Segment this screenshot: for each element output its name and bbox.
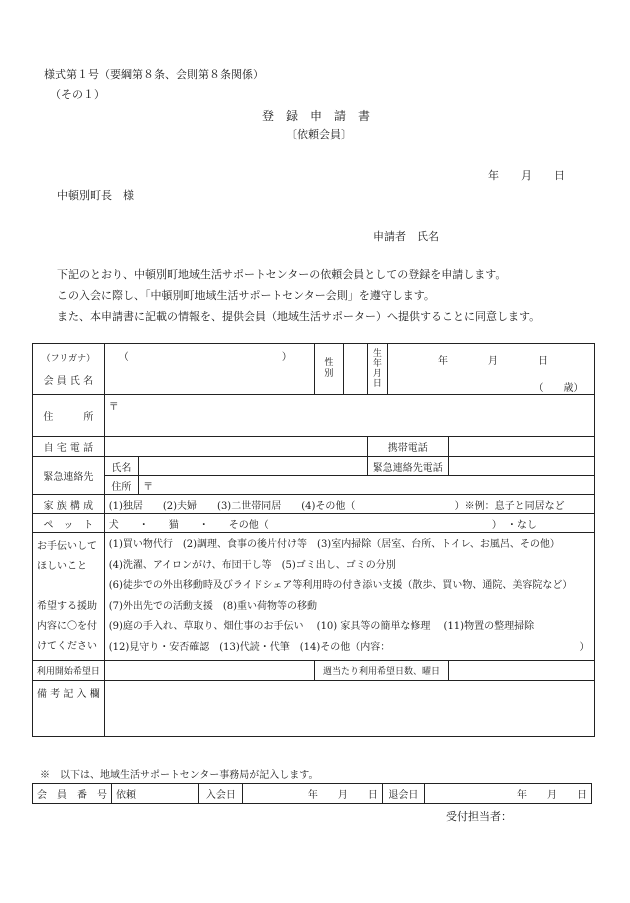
family-structure-label: 家 族 構 成	[33, 495, 105, 514]
help-label-line: ほしいこと	[37, 561, 87, 572]
family-options: (1)独居 (2)夫婦 (3)二世帯同居 (4)その他（	[108, 500, 356, 512]
help-item[interactable]: (7)外出先での活動支援 (8)重い荷物等の移動	[108, 600, 318, 612]
statement-1: 下記のとおり、中頓別町地域生活サポートセンターの依頼会員としての登録を申請します。	[57, 268, 507, 281]
member-number-field[interactable]	[112, 784, 199, 804]
start-date-label: 利用開始希望日	[33, 661, 105, 681]
registration-form-table	[32, 343, 595, 737]
help-item-text: (12)見守り・安否確認 (13)代読・代筆 (14)その他（内容：	[108, 641, 391, 653]
help-label-line: 内容に〇を付	[37, 621, 97, 632]
birth-date-field[interactable]	[388, 344, 594, 395]
emergency-address-field[interactable]	[139, 476, 594, 495]
office-table	[32, 783, 592, 804]
form-number: 様式第１号（要綱第８条、会則第８条関係）	[44, 68, 264, 81]
join-date-field[interactable]: 年 月 日	[243, 784, 382, 804]
applicant-name-label: 申請者 氏名	[373, 230, 439, 243]
remarks-field[interactable]	[104, 681, 594, 737]
member-number-label: 会 員 番 号	[33, 784, 112, 804]
help-item[interactable]: (1)買い物代行 (2)調理、食事の後片付け等 (3)室内掃除（居室、台所、トイレ、お風呂、その他）	[108, 539, 560, 550]
member-name-label: 会 員 氏 名	[43, 376, 94, 387]
name-label-cell	[33, 344, 105, 395]
address-label: 住 所	[33, 395, 105, 437]
help-label-line: 希望する援助	[37, 601, 97, 612]
form-subtitle: 〔依頼会員〕	[286, 128, 352, 141]
help-item[interactable]: (9)庭の手入れ、草取り、畑仕事のお手伝い (10) 家具等の簡単な修理 (11)物置の整理掃除	[108, 621, 535, 632]
help-request-label	[33, 533, 105, 661]
help-item[interactable]: (4)洗濯、アイロンがけ、布団干し等 (5)ゴミ出し、ゴミの分別	[108, 559, 396, 571]
birth-date-value: 年 月 日	[438, 356, 549, 367]
leave-date-field[interactable]: 年 月 日	[424, 784, 591, 804]
emergency-name-label: 氏名	[104, 457, 138, 476]
remarks-label: 備 考 記 入 欄	[33, 681, 105, 737]
emergency-phone-field[interactable]	[448, 457, 594, 476]
home-phone-field[interactable]	[104, 437, 367, 457]
family-example: ）※例：息子と同居など	[454, 500, 565, 512]
weekly-days-label: 週当たり利用希望日数、曜日	[315, 661, 449, 681]
help-items-list[interactable]	[104, 533, 594, 661]
pet-label: ペ ッ ト	[33, 514, 105, 533]
emergency-phone-label: 緊急連絡先電話	[367, 457, 448, 476]
help-label-line: けてください	[37, 641, 97, 652]
form-sub-number: （その１）	[50, 88, 105, 101]
emergency-postal-mark: 〒	[143, 481, 154, 493]
furigana-label: （フリガナ）	[41, 354, 96, 364]
birth-date-label: 生年月日	[367, 344, 387, 395]
mobile-phone-field[interactable]	[448, 437, 594, 457]
start-date-field[interactable]	[104, 661, 314, 681]
help-item-close: ）	[579, 641, 590, 653]
help-label-line: お手伝いして	[37, 541, 97, 552]
gender-field[interactable]	[343, 344, 367, 395]
furigana-open: （	[118, 352, 129, 363]
home-phone-label: 自 宅 電 話	[33, 437, 105, 457]
postal-mark: 〒	[108, 402, 119, 413]
statement-3: また、本申請書に記載の情報を、提供会員（地域生活サポーター）へ提供することに同意します。	[57, 310, 541, 323]
submission-date: 年 月 日	[488, 169, 565, 182]
pet-none: ） ・なし	[491, 519, 537, 531]
form-title: 登 録 申 請 書	[262, 109, 371, 123]
emergency-contact-label: 緊急連絡先	[33, 457, 105, 495]
age-value: （ 歳）	[533, 383, 584, 394]
leave-date-label: 退会日	[382, 784, 424, 804]
weekly-days-field[interactable]	[448, 661, 594, 681]
emergency-address-label: 住所	[104, 476, 138, 495]
office-note: ※ 以下は、地域生活サポートセンター事務局が記入します。	[40, 770, 319, 781]
join-date-label: 入会日	[199, 784, 243, 804]
help-item[interactable]: (6)徒歩での外出移動時及びライドシェア等利用時の付き添い支援（散歩、買い物、通院、美容院など）	[108, 580, 573, 591]
furigana-close: ）	[281, 352, 292, 363]
family-structure-field[interactable]	[104, 495, 594, 514]
mobile-phone-label: 携帯電話	[367, 437, 448, 457]
pet-options: 犬 ・ 猫 ・ その他（	[108, 519, 269, 531]
statement-2: この入会に際し、「中頓別町地域生活サポートセンター会則」を遵守します。	[57, 289, 435, 302]
help-item[interactable]	[109, 638, 590, 659]
receiver-label: 受付担当者：	[446, 810, 512, 823]
gender-label: 性別	[315, 344, 343, 395]
member-name-field[interactable]	[104, 344, 314, 395]
emergency-name-field[interactable]	[139, 457, 368, 476]
address-field[interactable]	[104, 395, 594, 437]
addressee: 中頓別町長 様	[57, 189, 134, 202]
request-label: 依頼	[116, 790, 136, 801]
pet-field[interactable]	[104, 514, 594, 533]
